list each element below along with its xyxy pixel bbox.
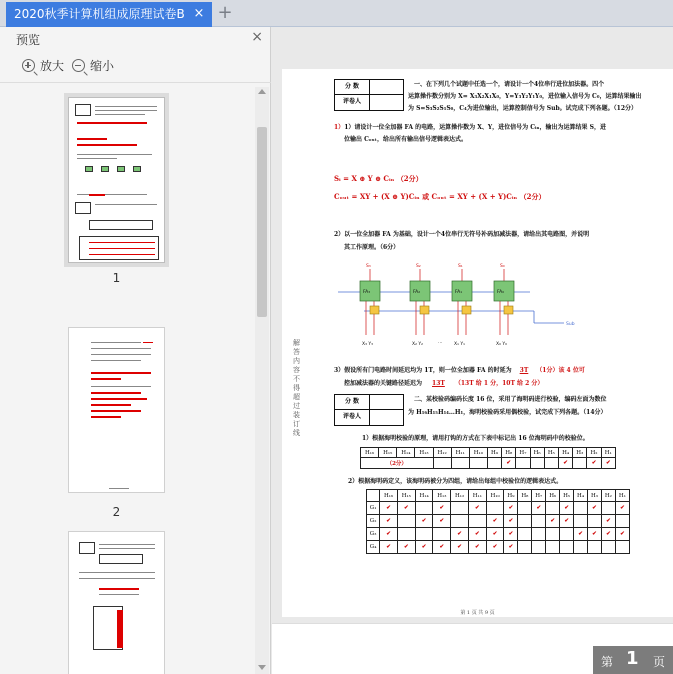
table-cell <box>588 515 602 528</box>
table-header-cell: H₁₅ <box>397 490 415 502</box>
table-cell <box>518 502 532 515</box>
table-cell: ✔ <box>486 515 504 528</box>
table-header-cell: H₁₅ <box>379 448 397 458</box>
preview-title: 预览 <box>16 33 41 47</box>
page-thumbnail-3[interactable] <box>68 531 165 674</box>
table-cell: ✔ <box>380 515 398 528</box>
zoom-in-icon <box>22 59 35 72</box>
table-cell <box>516 458 530 469</box>
group-table <box>366 489 630 554</box>
table-cell <box>546 528 560 541</box>
row-label: G₄ <box>367 541 380 554</box>
tab-bar <box>0 0 673 27</box>
full-adder-label: FA₂ <box>413 290 421 295</box>
preview-panel <box>0 27 271 674</box>
table-cell: ✔ <box>415 541 433 554</box>
table-header-cell: H₅ <box>560 490 574 502</box>
table-cell: ✔ <box>560 502 574 515</box>
next-page-area <box>272 623 673 674</box>
table-cell: ✔ <box>504 515 518 528</box>
table-cell <box>433 528 451 541</box>
preview-header <box>0 27 271 51</box>
table-cell: ✔ <box>601 458 615 469</box>
table-row <box>367 528 630 541</box>
table-header-cell: H₁₄ <box>397 448 415 458</box>
score-table-1: 分 数 评卷人 <box>334 79 404 111</box>
table-cell: ✔ <box>546 515 560 528</box>
thumbnail-label-2: 2 <box>112 505 121 519</box>
table-header-cell: H₁₀ <box>486 490 504 502</box>
table-cell <box>518 528 532 541</box>
table-cell: ✔ <box>397 541 415 554</box>
table-cell <box>433 458 451 469</box>
table-cell: ✔ <box>574 528 588 541</box>
table-header-cell: H₁₁ <box>468 490 486 502</box>
table-cell <box>397 528 415 541</box>
table-cell <box>487 458 501 469</box>
table-header-cell: H₁₆ <box>380 490 398 502</box>
close-tab-icon[interactable]: × <box>193 6 205 21</box>
table-cell <box>468 515 486 528</box>
table-cell: ✔ <box>433 502 451 515</box>
document-tab[interactable] <box>6 2 212 27</box>
new-tab-button[interactable]: + <box>217 2 233 23</box>
table-cell: ✔ <box>415 515 433 528</box>
close-panel-icon[interactable]: × <box>251 29 263 45</box>
table-header-cell: H₃ <box>588 490 602 502</box>
document-view[interactable] <box>272 27 673 674</box>
tab-title: 2020秋季计算机组成原理试卷B <box>14 7 185 21</box>
table-cell <box>544 458 558 469</box>
table-header-cell: H₈ <box>502 448 516 458</box>
answer-carry: Cₒᵤₜ = XY + (X ⊕ Y)Cᵢₙ 或 Cₒᵤₜ = XY + (X + Y)Cᵢₙ （2分） <box>334 192 546 201</box>
table-header-cell: H₆ <box>530 448 544 458</box>
table-cell <box>532 528 546 541</box>
table-cell: ✔ <box>451 541 469 554</box>
thumbnail-list <box>0 87 255 674</box>
table-cell <box>560 541 574 554</box>
table-cell <box>574 541 588 554</box>
table-cell <box>451 515 469 528</box>
thumbnail-label-1: 1 <box>112 271 121 285</box>
zoom-out-button[interactable] <box>72 55 114 77</box>
sum-output-label: S₂ <box>416 264 421 269</box>
table-header-cell: H₁₁ <box>451 448 469 458</box>
page-thumbnail-2[interactable] <box>68 327 165 493</box>
document-page: 解答内容不得超过装订线 分 数 评卷人 一、在下列几个试题中任选一个，请设计一个4位串行进位加法器。四个 运算操作数分别为 X= X₃X₂X₁X₀，Y=Y₃Y₂Y₁Y₀，进位输入信号为 C₀，运算结果输出 为 S=S₃S₂S₁S₀，C₄为进位输出，运算控制信号为 Sub。试完成下列各题。（12分） 1）1）请设计一位全加器 FA 的电路，运算操作数为 X、Y，进位信号为 Cᵢₙ，输出为运算结果 S，进 位输出 Cₒᵤₜ，给出所有输出信号逻辑表达式。 Sᵢ = X ⊕ Y ⊕ Cᵢₙ （2分） Cₒᵤₜ = XY + (X ⊕ Y)Cᵢₙ 或 Cₒᵤₜ = XY + (X + Y)Cᵢₙ （2分） 2）以一位全加器 FA 为基础，设计一个4位串行无符号补码加减法器，请给出其电路图，并说明 其工作原理。（6分） FA₃ FA₂ FA₁ FA₀ S₃ S₂ S₁ S₀ X₃ Y₃ X₂ Y₂ … X₁ Y₁ X₀ Y₀ Sub 3）假设所有门电路时间延迟均为 1T，则一位全加器 FA 的时延为 3T （1分）该 4 位可 控加减法器的关键路径延迟为 13T （13T 给 1 分，10T 给 2 分） 分 数 评卷人 二、某校验码编码长度 16 位，采用了海明码进行校验，编码左面为数位 为 H₁₆H₁₅H₁₄…H₁，海明校验码采用偶校验，试完成下列各题。（14分） 1）根据海明校验的原理，请用打钩的方式在下表中标记出 16 位海明码中的校验位。 H₁₆ H₁₅ H₁₄ H₁₃ H₁₂ H₁₁ H₁₀ H₉ H₈ H₇ H₆ H₅ H₄ H₃ H₂ H₁ （2分） ✔ ✔ ✔ ✔ 2）根据海明码定义，该海明码被分为四组，请给出每组中校验位的逻辑表达式。 H₁₆ H₁₅ H₁₄ H₁₃ H₁₂ H₁₁ H₁₀ H₉ H₈ H₇ H₆ H₅ H₄ H₃ H₂ H₁ G₁ ✔ ✔ ✔ ✔ ✔ ✔ ✔ ✔ ✔ G₂ ✔ ✔ ✔ ✔ ✔ ✔ ✔ ✔ G₃ ✔ ✔ ✔ ✔ ✔ ✔ ✔ ✔ ✔ G₄ ✔ ✔ ✔ ✔ ✔ ✔ ✔ ✔ 第 1 页 共 9 页 <box>282 69 673 617</box>
table-cell: ✔ <box>558 458 572 469</box>
xor-gate-1 <box>462 306 471 314</box>
table-header-cell: H₁ <box>615 490 629 502</box>
question-1-text: 一、在下列几个试题中任选一个，请设计一个4位串行进位加法器。四个 <box>414 81 605 88</box>
scroll-thumb[interactable] <box>257 127 267 317</box>
zoom-in-label: 放大 <box>40 59 65 73</box>
table-cell <box>451 458 469 469</box>
table-header-cell: H₈ <box>518 490 532 502</box>
table-cell <box>415 502 433 515</box>
row-label: G₂ <box>367 515 380 528</box>
table-header-cell: H₇ <box>532 490 546 502</box>
table-cell <box>397 515 415 528</box>
score-table-2: 分 数 评卷人 <box>334 394 404 426</box>
table-cell <box>601 541 615 554</box>
full-adder-label: FA₃ <box>363 290 371 295</box>
thumbnail-scrollbar[interactable] <box>255 87 269 674</box>
table-cell <box>601 502 615 515</box>
table-cell <box>574 502 588 515</box>
full-adder-label: FA₁ <box>455 290 463 295</box>
table-header-cell: H₂ <box>587 448 601 458</box>
table-cell: ✔ <box>588 528 602 541</box>
table-cell: ✔ <box>615 528 629 541</box>
table-cell <box>532 515 546 528</box>
xor-gate-2 <box>420 306 429 314</box>
table-cell <box>486 502 504 515</box>
table-cell <box>615 541 629 554</box>
table-cell: ✔ <box>486 528 504 541</box>
table-cell: ✔ <box>504 502 518 515</box>
table-header-cell: H₉ <box>487 448 501 458</box>
table-header-cell: H₁₃ <box>415 448 433 458</box>
table-cell: ✔ <box>615 502 629 515</box>
table-cell: ✔ <box>468 528 486 541</box>
binding-line-note: 解答内容不得超过装订线 <box>293 339 300 437</box>
table-cell: ✔ <box>486 541 504 554</box>
check-bit-table <box>360 447 616 469</box>
table-cell: ✔ <box>587 458 601 469</box>
divider <box>0 82 271 83</box>
table-cell: ✔ <box>380 502 398 515</box>
table-cell: ✔ <box>451 528 469 541</box>
sum-output-label: S₃ <box>366 264 371 269</box>
table-cell <box>615 515 629 528</box>
table-cell: ✔ <box>380 541 398 554</box>
table-header-cell: H₄ <box>574 490 588 502</box>
scroll-up-icon[interactable] <box>258 89 266 94</box>
question-2-text: 二、某校验码编码长度 16 位，采用了海明码进行校验，编码左面为数位 <box>414 396 607 403</box>
sum-output-label: S₀ <box>500 264 505 269</box>
table-cell <box>574 515 588 528</box>
table-cell: ✔ <box>504 528 518 541</box>
page-number-indicator[interactable]: 第 1 页 <box>593 646 673 674</box>
table-header-cell: H₉ <box>504 490 518 502</box>
table-cell: ✔ <box>601 515 615 528</box>
zoom-out-icon <box>72 59 85 72</box>
operand-input-label: X₁ Y₁ <box>454 342 465 347</box>
table-cell <box>469 458 487 469</box>
table-header-cell: H₁₃ <box>433 490 451 502</box>
table-header-cell <box>367 490 380 502</box>
row-label: G₁ <box>367 502 380 515</box>
full-adder-label: FA₀ <box>497 290 505 295</box>
table-cell: ✔ <box>504 541 518 554</box>
table-header-cell: H₃ <box>573 448 587 458</box>
sub-signal-label: Sub <box>566 322 575 327</box>
table-cell: ✔ <box>380 528 398 541</box>
table-cell <box>415 528 433 541</box>
table-cell: ✔ <box>588 502 602 515</box>
zoom-in-button[interactable] <box>22 55 64 77</box>
operand-input-label: X₂ Y₂ <box>412 342 423 347</box>
table-cell <box>532 541 546 554</box>
table-row <box>367 515 630 528</box>
table-header-cell: H₁₆ <box>361 448 379 458</box>
operand-input-label: X₃ Y₃ <box>362 342 373 347</box>
operand-input-label: X₀ Y₀ <box>496 342 507 347</box>
table-header-cell: H₁₀ <box>469 448 487 458</box>
table-header-cell: H₂ <box>601 490 615 502</box>
table-cell: ✔ <box>468 541 486 554</box>
table-header-cell: H₆ <box>546 490 560 502</box>
sum-output-label: S₁ <box>458 264 463 269</box>
table-cell <box>518 515 532 528</box>
table-cell <box>588 541 602 554</box>
page-footer: 第 1 页 共 9 页 <box>460 610 495 616</box>
table-cell <box>560 528 574 541</box>
table-cell <box>518 541 532 554</box>
page-thumbnail-1[interactable] <box>68 97 165 263</box>
table-cell: ✔ <box>532 502 546 515</box>
zoom-out-label: 缩小 <box>90 59 115 73</box>
table-cell: ✔ <box>468 502 486 515</box>
scroll-down-icon[interactable] <box>258 665 266 670</box>
table-header-cell: H₁₂ <box>433 448 451 458</box>
table-header-cell: H₄ <box>558 448 572 458</box>
answer-sum: Sᵢ = X ⊕ Y ⊕ Cᵢₙ （2分） <box>334 174 423 183</box>
xor-gate-0 <box>504 306 513 314</box>
table-cell <box>546 541 560 554</box>
ellipsis-label: … <box>438 340 443 345</box>
table-row <box>367 541 630 554</box>
adder-circuit-diagram <box>334 259 584 359</box>
row-label: G₃ <box>367 528 380 541</box>
table-cell <box>573 458 587 469</box>
table-header-cell: H₁₄ <box>415 490 433 502</box>
xor-gate-3 <box>370 306 379 314</box>
table-cell <box>546 502 560 515</box>
table-cell <box>451 502 469 515</box>
table-cell: ✔ <box>433 541 451 554</box>
table-header-cell: H₁₂ <box>451 490 469 502</box>
table-header-cell: H₁ <box>601 448 615 458</box>
table-row <box>367 502 630 515</box>
table-cell: ✔ <box>502 458 516 469</box>
table-cell: ✔ <box>601 528 615 541</box>
score-cell: （2分） <box>361 458 434 469</box>
table-cell: ✔ <box>433 515 451 528</box>
table-cell <box>530 458 544 469</box>
table-cell: ✔ <box>397 502 415 515</box>
table-header-cell: H₇ <box>516 448 530 458</box>
table-cell: ✔ <box>560 515 574 528</box>
table-header-cell: H₅ <box>544 448 558 458</box>
zoom-controls <box>0 55 271 79</box>
